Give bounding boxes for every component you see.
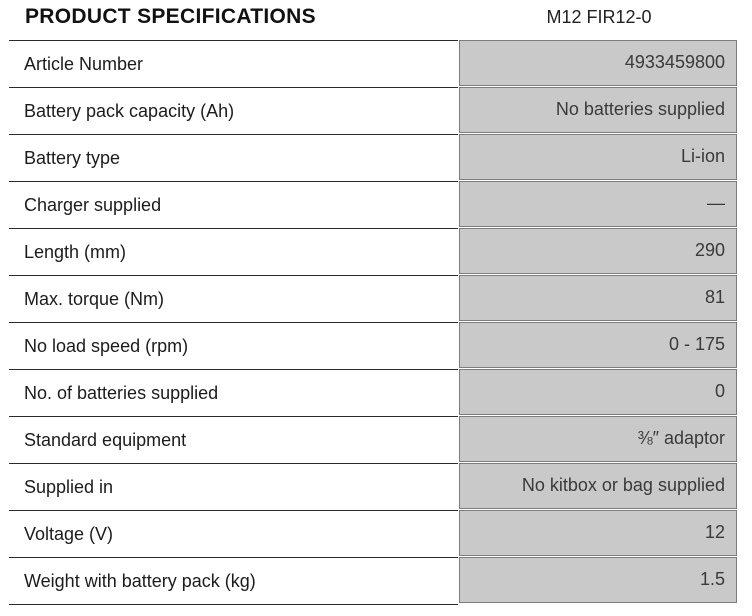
spec-row-max-torque [0, 275, 752, 322]
spec-row-article-number [0, 40, 752, 87]
page-title: PRODUCT SPECIFICATIONS [25, 5, 316, 28]
model-name: M12 FIR12-0 [546, 7, 652, 27]
spec-label: Charger supplied [9, 181, 458, 227]
spec-row-batteries-supplied [0, 369, 752, 416]
spec-row-charger-supplied [0, 181, 752, 228]
spec-label: No. of batteries supplied [9, 369, 458, 415]
spec-row-no-load-speed [0, 322, 752, 369]
spec-label: Supplied in [9, 463, 458, 509]
spec-value: 0 - 175 [459, 322, 737, 368]
spec-value: No batteries supplied [459, 87, 737, 133]
spec-value: Li-ion [459, 134, 737, 180]
spec-row-standard-equipment [0, 416, 752, 463]
spec-row-length [0, 228, 752, 275]
spec-value: 0 [459, 369, 737, 415]
spec-value: 1.5 [459, 557, 737, 603]
spec-row-voltage [0, 510, 752, 557]
spec-row-weight [0, 557, 752, 604]
spec-header [0, 0, 752, 38]
spec-label: Max. torque (Nm) [9, 275, 458, 321]
table-bottom-divider [9, 604, 458, 605]
spec-label: Length (mm) [9, 228, 458, 274]
spec-label: Voltage (V) [9, 510, 458, 556]
spec-value: 4933459800 [459, 40, 737, 86]
spec-label: Standard equipment [9, 416, 458, 462]
spec-table [0, 40, 752, 604]
spec-value: 12 [459, 510, 737, 556]
spec-value: 290 [459, 228, 737, 274]
spec-value: — [459, 181, 737, 227]
spec-label: Battery pack capacity (Ah) [9, 87, 458, 133]
spec-row-supplied-in [0, 463, 752, 510]
spec-label: Weight with battery pack (kg) [9, 557, 458, 603]
spec-row-battery-type [0, 134, 752, 181]
spec-label: No load speed (rpm) [9, 322, 458, 368]
spec-value: ⅜″ adaptor [459, 416, 737, 462]
spec-value: 81 [459, 275, 737, 321]
spec-label: Article Number [9, 40, 458, 86]
spec-row-battery-capacity [0, 87, 752, 134]
spec-value: No kitbox or bag supplied [459, 463, 737, 509]
spec-label: Battery type [9, 134, 458, 180]
